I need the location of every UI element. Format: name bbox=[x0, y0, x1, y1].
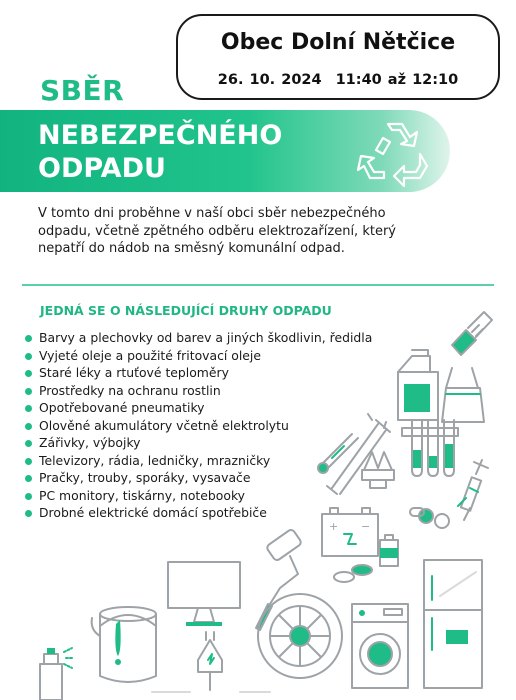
plastic-bag-icon bbox=[442, 368, 484, 422]
village-name: Obec Dolní Nětčice bbox=[220, 30, 456, 55]
list-heading: JEDNÁ SE O NÁSLEDUJÍCÍ DRUHY ODPADU bbox=[40, 303, 332, 318]
event-time: 11:40 až 12:10 bbox=[335, 72, 459, 88]
paint-can-icon bbox=[92, 607, 156, 682]
event-date: 26. 10. 2024 bbox=[217, 72, 322, 88]
fridge-icon bbox=[424, 560, 482, 688]
title-small: SBĚR bbox=[40, 74, 125, 107]
thermometer-icon bbox=[318, 434, 358, 473]
list-item: Olověné akumulátory včetně elektrolytu bbox=[24, 417, 372, 435]
paint-brush-icon bbox=[452, 312, 492, 355]
plug-icon bbox=[198, 632, 222, 690]
banner-title-line2: ODPADU bbox=[38, 153, 166, 184]
list-item: Zářivky, výbojky bbox=[24, 434, 372, 452]
list-item: Drobné elektrické domácí spotřebiče bbox=[24, 504, 372, 522]
list-item: Staré léky a rtuťové teploměry bbox=[24, 364, 372, 382]
list-item: Pračky, trouby, sporáky, vysavače bbox=[24, 469, 372, 487]
list-item: Barvy a plechovky od barev a jiných škodlivin, ředidla bbox=[24, 329, 372, 347]
list-item: PC monitory, tiskárny, notebooky bbox=[24, 487, 372, 505]
list-item: Televizory, rádia, ledničky, mrazničky bbox=[24, 452, 372, 470]
monitor-icon bbox=[168, 562, 240, 626]
test-tubes-icon bbox=[402, 420, 458, 476]
canister-icon bbox=[398, 350, 438, 420]
tyre-icon bbox=[258, 594, 342, 678]
battery-plus-sign: + bbox=[329, 520, 339, 533]
battery-minus-sign: − bbox=[361, 520, 371, 533]
syringe-icon bbox=[461, 460, 488, 520]
list-item: Vyjeté oleje a použité fritovací oleje bbox=[24, 347, 372, 365]
washing-machine-icon bbox=[352, 604, 408, 688]
banner-title-line1: NEBEZPEČNÉHO bbox=[38, 120, 283, 151]
list-item: Prostředky na ochranu rostlin bbox=[24, 382, 372, 400]
pills-icon bbox=[410, 498, 466, 528]
spray-can-icon bbox=[40, 648, 74, 700]
batteries-icon bbox=[334, 535, 398, 582]
intro-text: V tomto dni proběhne v naší obci sběr nebezpečného odpadu, včetně zpětného odběru elektrozařízení, který nepatří do nádob na směsný komunální odpad. bbox=[38, 206, 396, 256]
list-item: Opotřebované pneumatiky bbox=[24, 399, 372, 417]
